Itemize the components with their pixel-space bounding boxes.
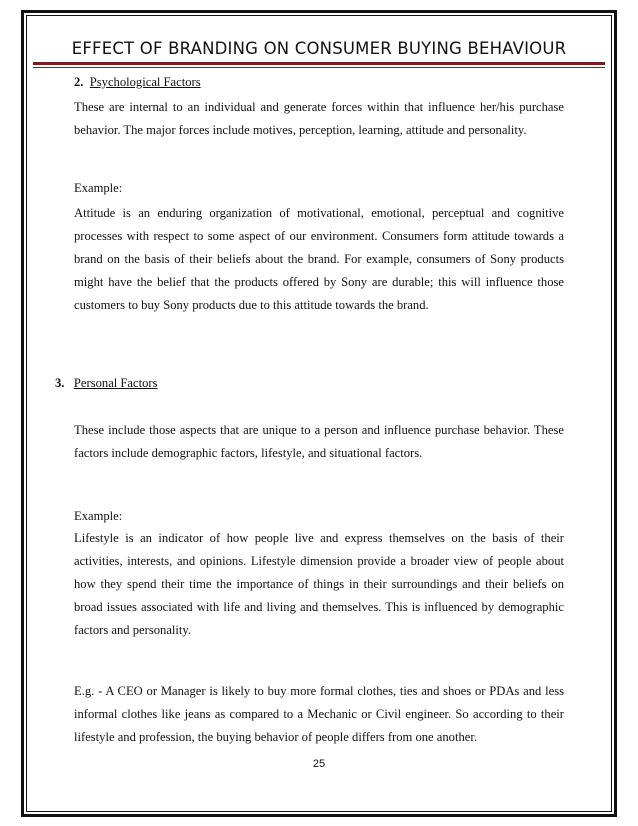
section-3-number: 3. (55, 376, 65, 390)
section-2-number: 2. (74, 75, 84, 89)
page-number: 25 (312, 758, 326, 770)
section-2-heading (74, 75, 201, 90)
section-3-body: These include those aspects that are unique to a person and influence purchase behavior. These factors include demographic factors, lifestyle, and situational factors. (74, 423, 564, 460)
header-rule-thick (33, 62, 605, 65)
section-3-heading (55, 376, 158, 391)
section-2-body: These are internal to an individual and generate forces within that influence her/his purchase behavior. The major forces include motives, perception, learning, attitude and personality. (74, 100, 564, 137)
section-2-example-body: Attitude is an enduring organization of motivational, emotional, perceptual and cognitive processes with respect to some aspect of our environment. Consumers form attitude towards a brand on the basis of their beliefs about the brand. For example, consumers of Sony products might have the belief that the products offered by Sony are durable; this will influence those customers to buy Sony products due to this attitude towards the brand. (74, 206, 564, 312)
section-3-example-label: Example: (74, 509, 123, 523)
header-rule-thin (33, 67, 605, 68)
section-2-example-label: Example: (74, 181, 123, 195)
section-3-eg-body: E.g. - A CEO or Manager is likely to buy more formal clothes, ties and shoes or PDAs and less informal clothes like jeans as compared to a Mechanic or Civil engineer. So according to their lifestyle and profession, the buying behavior of people differs from one another. (74, 684, 564, 744)
section-2-title: Psychological Factors (89, 75, 201, 89)
section-3-title: Personal Factors (73, 376, 158, 390)
running-header: EFFECT OF BRANDING ON CONSUMER BUYING BEHAVIOUR (71, 39, 567, 58)
section-3-example-body: Lifestyle is an indicator of how people live and express themselves on the basis of their activities, interests, and opinions. Lifestyle dimension provide a broader view of people about how they spend their time the importance of things in their surroundings and their beliefs on broad issues associated with life and living and themselves. This is influenced by demographic factors and personality. (74, 531, 564, 637)
